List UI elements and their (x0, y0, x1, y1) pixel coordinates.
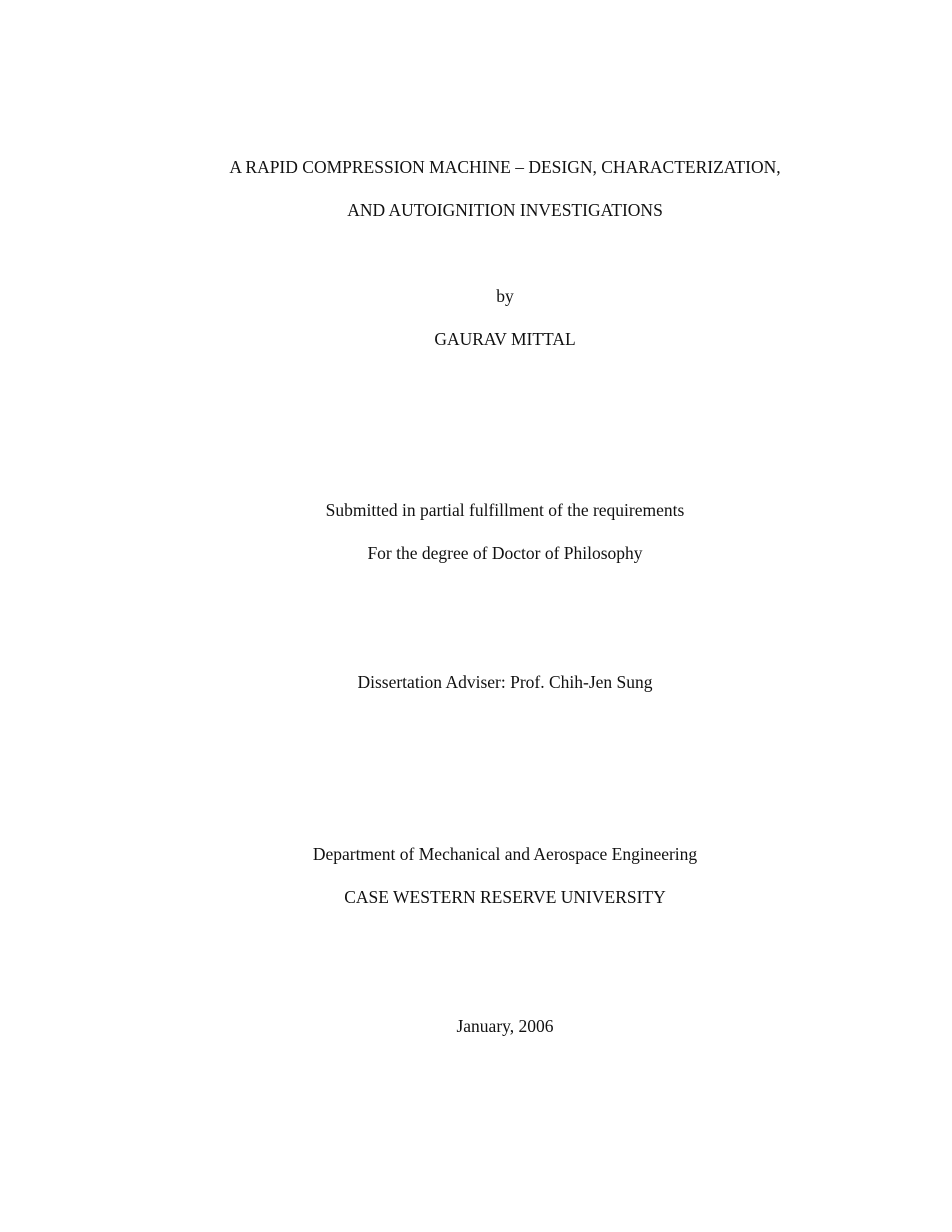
by-label: by (496, 286, 514, 306)
submission-date: January, 2006 (456, 1016, 554, 1036)
university-name: CASE WESTERN RESERVE UNIVERSITY (344, 887, 666, 907)
title-line-1: A RAPID COMPRESSION MACHINE – DESIGN, CHARACTERIZATION, (229, 157, 781, 177)
department-name: Department of Mechanical and Aerospace Engineering (312, 844, 698, 864)
submission-statement: Submitted in partial fulfillment of the requirements (325, 500, 685, 520)
adviser-line: Dissertation Adviser: Prof. Chih-Jen Sung (357, 672, 653, 692)
title-line-2: AND AUTOIGNITION INVESTIGATIONS (347, 200, 663, 220)
degree-statement: For the degree of Doctor of Philosophy (367, 543, 643, 563)
author-name: GAURAV MITTAL (434, 329, 576, 349)
